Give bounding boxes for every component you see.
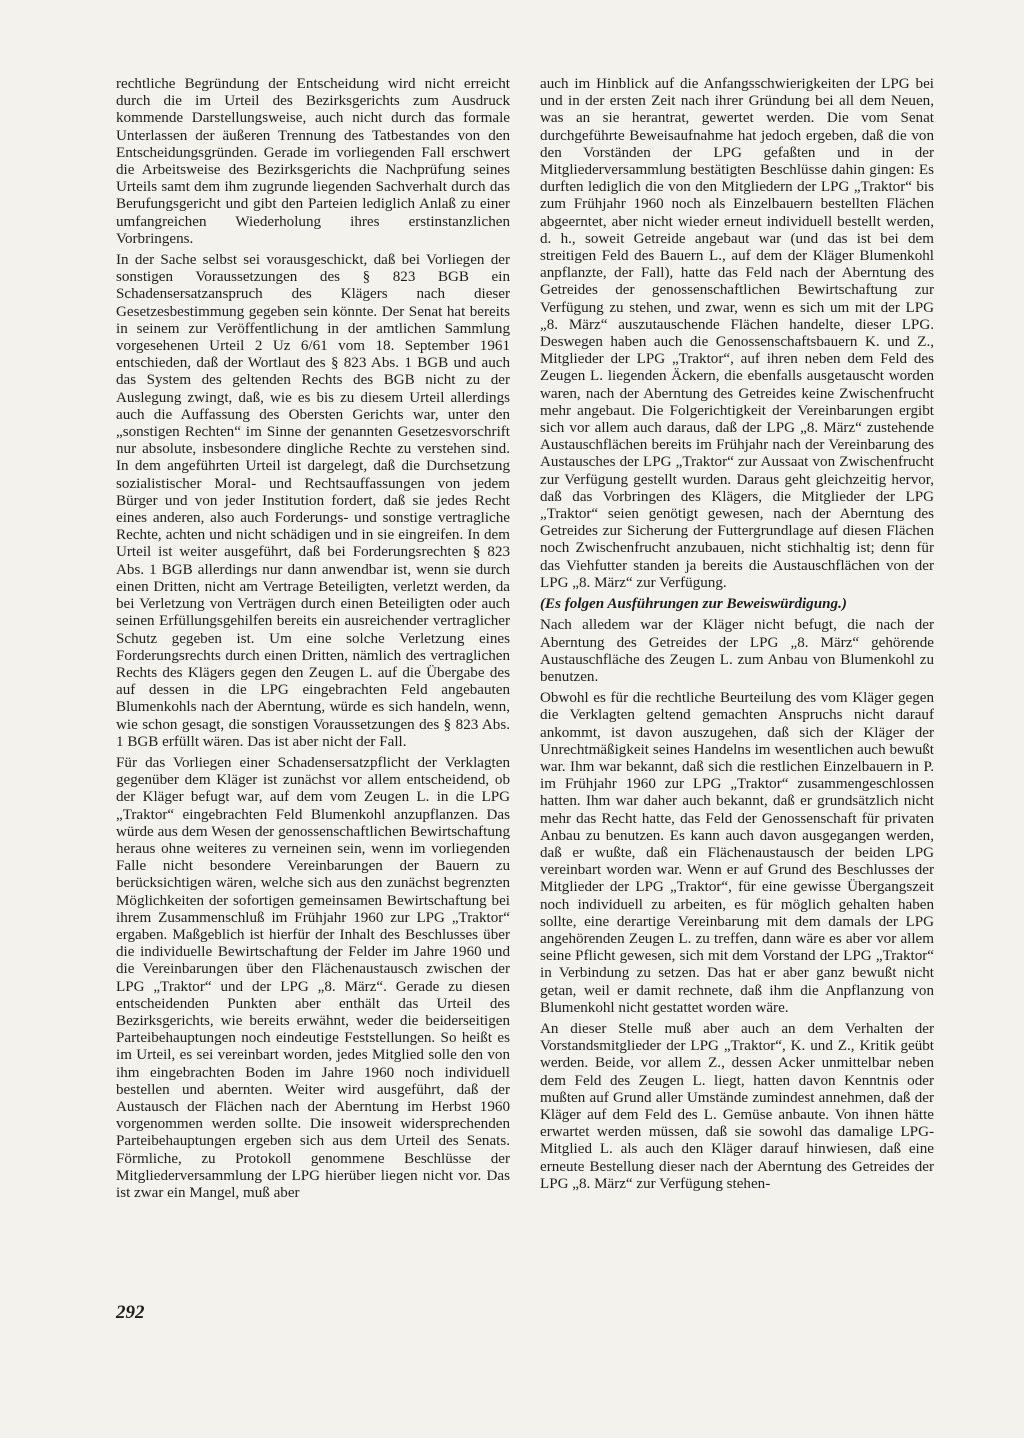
right-column	[540, 76, 934, 1197]
paragraph: Obwohl es für die rechtliche Beurteilung des vom Kläger gegen die Verklagten geltend gemachten Anspruchs nicht darauf ankommt, ist davon auszugehen, daß sich der Kläger der Unrechtmäßigkeit seines Handelns im wesentlichen auch bewußt war. Ihm war bekannt, daß sich die restlichen Einzelbauern in P. im Frühjahr 1960 zur LPG „Traktor“ zusammengeschlossen hatten. Ihm war daher auch bekannt, daß er grundsätzlich nicht mehr das Recht hatte, das Feld der Genossenschaft für privaten Anbau zu benutzen. Es kann auch davon ausgegangen werden, daß er wußte, daß ein Flächenaustausch der beiden LPG vereinbart worden war. Wenn er auf Grund des Beschlusses der Mitglieder der LPG „Traktor“, für eine gewisse Übergangszeit noch individuell zu arbeiten, es für möglich gehalten haben sollte, eine derartige Vereinbarung mit dem damals der LPG angehörenden Zeugen L. zu treffen, dann wäre es aber vor allem seine Pflicht gewesen, sich mit dem Vorstand der LPG „Traktor“ in Verbindung zu setzen. Das hat er aber ganz bewußt nicht getan, weil er damit rechnete, daß ihm die Anpflanzung von Blumenkohl nicht gestattet worden wäre.	[540, 690, 934, 1016]
paragraph: In der Sache selbst sei vorausgeschickt, daß bei Vorliegen der sonstigen Voraussetzungen des § 823 BGB ein Schadensersatzanspruch des Klägers nach dieser Gesetzesbestimmung gegeben sein könnte. Der Senat hat bereits in seinem zur Veröffentlichung in der amtlichen Sammlung vorgesehenen Urteil 2 Uz 6/61 vom 18. September 1961 entschieden, daß der Wortlaut des § 823 Abs. 1 BGB und auch das System des geltenden Rechts des BGB nicht zu der Auslegung zwingt, daß, wie es bis zu diesem Urteil allerdings auch die Auffassung des Obersten Gerichts war, unter den „sonstigen Rechten“ im Sinne der genannten Gesetzesvorschrift nur absolute, insbesondere dingliche Rechte zu verstehen sind. In dem angeführten Urteil ist dargelegt, daß die Durchsetzung sozialistischer Moral- und Rechtsauffassungen von jedem Bürger und von jeder Institution fordert, daß sie jedes Recht eines anderen, also auch Forderungs- und sonstige vertragliche Rechte, achten und nicht schädigen und in sie eingreifen. In dem Urteil ist weiter ausgeführt, daß bei Forderungsrechten § 823 Abs. 1 BGB allerdings nur dann anwendbar ist, wenn sie durch einen Dritten, nicht am Vertrage Beteiligten, verletzt werden, da bei Verletzung von Verträgen durch einen Beteiligten oder auch seinen Erfüllungsgehilfen bereits ein ausreichender vertraglicher Schutz gegeben ist. Um eine solche Verletzung eines Forderungsrechts durch einen Dritten, nämlich des vertraglichen Rechts des Klägers gegen den Zeugen L. auf die Übergabe des auf dessen in die LPG eingebrachten Feld angebauten Blumenkohls nach der Aberntung, würde es sich handeln, wenn, wie schon gesagt, die sonstigen Voraussetzungen des § 823 Abs. 1 BGB erfüllt wären. Das ist aber nicht der Fall.	[116, 252, 510, 750]
paragraph: Für das Vorliegen einer Schadensersatzpflicht der Verklagten gegenüber dem Kläger ist zunächst vor allem entscheidend, ob der Kläger befugt war, auf dem vom Zeugen L. in die LPG „Traktor“ eingebrachten Feld Blumenkohl anzupflanzen. Das würde aus dem Wesen der genossenschaftlichen Bewirtschaftung heraus ohne weiteres zu verneinen sein, wenn im vorliegenden Falle nicht besondere Vereinbarungen der Bauern zu berücksichtigen wären, welche sich aus den zunächst begrenzten Möglichkeiten der sofortigen gemeinsamen Bewirtschaftung bei ihrem Zusammenschluß im Frühjahr 1960 zur LPG „Traktor“ ergaben. Maßgeblich ist hierfür der Inhalt des Beschlusses über die individuelle Bewirtschaftung der Felder im Jahre 1960 und die Vereinbarungen über den Flächenaustausch zwischen der LPG „Traktor“ und der LPG „8. März“. Gerade zu diesen entscheidenden Punkten aber enthält das Urteil des Bezirksgerichts, wie bereits erwähnt, weder die beiderseitigen Parteibehauptungen noch eindeutige Feststellungen. So heißt es im Urteil, es sei vereinbart worden, jedes Mitglied solle den von ihm eingebrachten Boden im Jahre 1960 noch individuell bestellen und abernten. Weiter wird ausgeführt, daß der Austausch der Flächen nach der Aberntung im Herbst 1960 vorgenommen werden sollte. Die insoweit widersprechenden Parteibehauptungen ergeben sich aus dem Urteil des Senats. Förmliche, zu Protokoll genommene Beschlüsse der Mitgliederversammlung der LPG hierüber liegen nicht vor. Das ist zwar ein Mangel, muß aber	[116, 754, 510, 1201]
editorial-note: (Es folgen Ausführungen zur Beweiswürdigung.)	[540, 596, 847, 613]
paragraph: auch im Hinblick auf die Anfangsschwierigkeiten der LPG bei und in der ersten Zeit nach ihrer Gründung bei all dem Neuen, was an sie herantrat, gewertet werden. Die vom Senat durchgeführte Beweisaufnahme hat jedoch ergeben, daß die von den Vorständen der LPG gefaßten und in der Mitgliederversammlung bestätigten Beschlüsse dahin gingen: Es durften lediglich die von den Mitgliedern der LPG „Traktor“ bis zum Frühjahr 1960 noch als Einzelbauern bestellten Flächen abgeerntet, aber nicht wieder erneut individuell bestellt werden, d. h., soweit Getreide angebaut war (und das ist bei dem streitigen Feld des Bauern L., auf dem der Kläger Blumenkohl anpflanzte, der Fall), hatte das Feld nach der Aberntung des Getreides der genossenschaftlichen Bewirtschaftung zur Verfügung zu stehen, und zwar, wenn es sich um mit der LPG „8. März“ auszutauschende Flächen handelte, dieser LPG. Deswegen haben auch die Genossenschaftsbauern K. und Z., Mitglieder der LPG „Traktor“, auf ihren neben dem Feld des Zeugen L. liegenden Äckern, die ebenfalls ausgetauscht worden waren, nach der Aberntung des Getreides keine Zwischenfrucht mehr angebaut. Die Folgerichtigkeit der Vereinbarungen ergibt sich vor allem auch daraus, daß der LPG „8. März“ zustehende Austauschflächen bereits im Frühjahr nach der Vereinbarung des Austausches der LPG „Traktor“ zur Aussaat von Zwischenfrucht zur Verfügung gestellt wurden. Daraus geht gleichzeitig hervor, daß das Vorbringen des Klägers, die Mitglieder der LPG „Traktor“ seien genötigt gewesen, nach der Aberntung des Getreides zur Sicherung der Futtergrundlage auf diesen Flächen noch Zwischenfrucht anzubauen, nicht stichhaltig ist; denn für das Viehfutter standen ja bereits die Austauschflächen von der LPG „8. März“ zur Verfügung.	[540, 76, 934, 591]
paragraph: rechtliche Begründung der Entscheidung wird nicht erreicht durch die im Urteil des Bezirksgerichts zum Ausdruck kommende Darstellungsweise, auch nicht durch das formale Unterlassen der äußeren Trennung des Tatbestandes von den Entscheidungsgründen. Gerade im vorliegenden Fall erschwert die Arbeitsweise des Bezirksgerichts die Nachprüfung seines Urteils samt dem ihm zugrunde liegenden Sachverhalt durch das Berufungsgericht und gibt den Parteien lediglich Anlaß zu einer umfangreichen Wiederholung ihres erstinstanzlichen Vorbringens.	[116, 76, 510, 247]
left-column	[116, 76, 510, 1206]
page-number: 292	[116, 1302, 145, 1323]
paragraph: Nach alledem war der Kläger nicht befugt, die nach der Aberntung des Getreides der LPG „8. März“ gehörende Austauschfläche des Zeugen L. zum Anbau von Blumenkohl zu benutzen.	[540, 617, 934, 685]
paragraph: An dieser Stelle muß aber auch an dem Verhalten der Vorstandsmitglieder der LPG „Traktor“, K. und Z., Kritik geübt werden. Beide, vor allem Z., dessen Acker unmittelbar neben dem Feld des Zeugen L. liegt, hatten davon Kenntnis oder mußten auf Grund aller Umstände zumindest annehmen, daß der Kläger auf dem Feld des L. Gemüse anbaute. Von ihnen hätte erwartet werden müssen, daß sie sowohl das damalige LPG-Mitglied L. als auch den Kläger darauf hinwiesen, daß eine erneute Bestellung dieser nach der Aberntung des Getreides der LPG „8. März“ zur Verfügung stehen-	[540, 1020, 934, 1192]
